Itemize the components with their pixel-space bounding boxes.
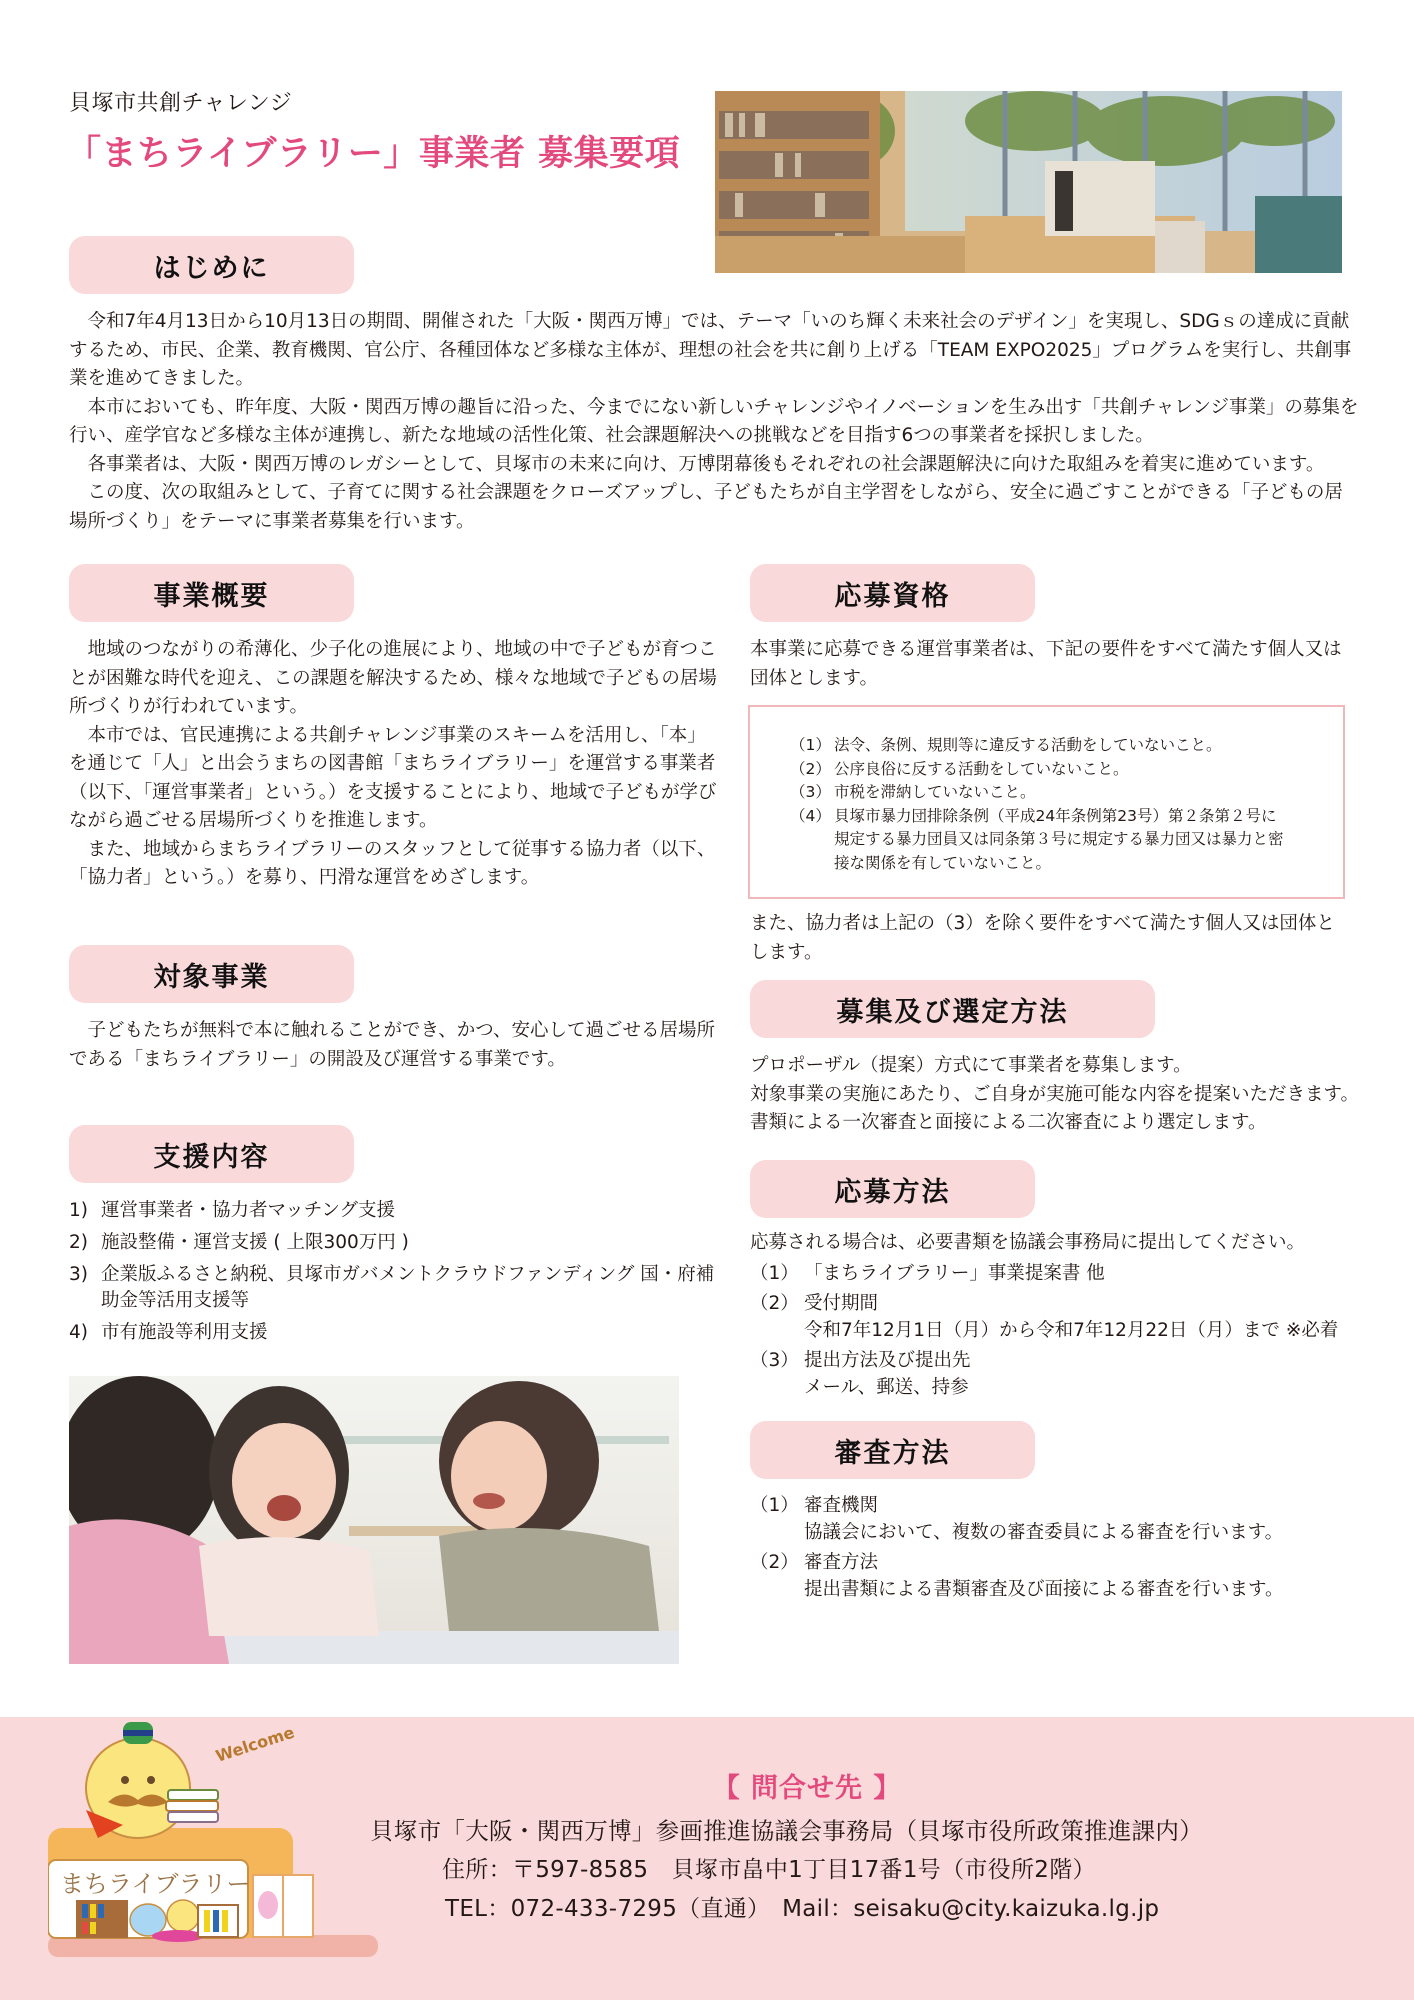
item-number: （1） — [750, 1495, 799, 1516]
item-text: 公序良俗に反する活動をしていないこと。 — [834, 759, 1129, 778]
item-number: （4） — [790, 806, 831, 825]
section-heading-overview: 事業概要 — [69, 564, 354, 622]
mascot-sign-text: まちライブラリー — [60, 1870, 251, 1898]
contact-tel-mail: TEL：072-433-7295（直通） Mail：seisaku@city.kaizuka.lg.jp — [445, 1896, 1160, 1922]
item-number: （1） — [790, 736, 831, 754]
machi-library-mascot-illustration — [48, 1710, 378, 1970]
eligibility-intro-text: 本事業に応募できる運営事業者は、下記の要件をすべて満たす個人又は団体とします。 — [750, 639, 1342, 689]
item-text: 施設整備・運営支援 ( 上限300万円 ) — [101, 1232, 409, 1253]
welcome-text: Welcome — [213, 1722, 297, 1766]
children-laughing-photo — [69, 1376, 679, 1664]
item-number: 1) — [69, 1200, 88, 1221]
application-item — [750, 1290, 1370, 1344]
item-text: 提出方法及び提出先 — [804, 1350, 971, 1371]
library-interior-photo — [715, 91, 1342, 273]
selection-line: 書類による一次審査と面接による二次審査により選定します。 — [750, 1112, 1267, 1133]
subtitle: 貝塚市共創チャレンジ — [69, 91, 293, 116]
section-heading-application: 応募方法 — [750, 1160, 1035, 1218]
contact-title: 【 問合せ先 】 — [712, 1773, 902, 1804]
eligibility-note-text: また、協力者は上記の（3）を除く要件をすべて満たす個人又は団体とします。 — [750, 913, 1335, 963]
item-number: （2） — [790, 759, 831, 778]
item-number: （3） — [750, 1350, 799, 1371]
item-text: 企業版ふるさと納税、貝塚市ガバメントクラウドファンディング — [101, 1264, 635, 1285]
overview-paragraph: 本市では、官民連携による共創チャレンジ事業のスキームを活用し、「本」を通じて「人」と出会うまちの図書館「まちライブラリー」を運営する事業者（以下、「運営事業者」という。）を支援することにより、地域で子どもが学びながら過ごせる居場所づくりを推進します。 — [69, 724, 717, 831]
item-text: 審査機関 — [804, 1495, 879, 1516]
section-heading-review: 審査方法 — [750, 1421, 1035, 1479]
eligibility-intro — [750, 636, 1360, 693]
requirement-item — [790, 805, 1290, 876]
item-text: 市税を滞納していないこと。 — [834, 783, 1036, 801]
review-list — [750, 1492, 1370, 1606]
application-item — [750, 1260, 1370, 1287]
item-number: （1） — [750, 1263, 799, 1284]
contact-office: 貝塚市「大阪・関西万博」参画推進協議会事務局（貝塚市役所政策推進課内） — [370, 1817, 1203, 1845]
item-text: 審査方法 — [804, 1552, 879, 1573]
requirements-box — [748, 705, 1345, 899]
item-subtext: 令和7年12月1日（月）から令和7年12月22日（月）まで ※必着 — [804, 1320, 1339, 1341]
requirement-item — [790, 781, 1290, 805]
selection-line: 対象事業の実施にあたり、ご自身が実施可能な内容を提案いただきます。 — [750, 1083, 1360, 1105]
eligibility-note — [750, 910, 1350, 967]
target-text — [69, 1017, 719, 1074]
item-subtext: 国・府補助金等活用支援等 — [101, 1264, 715, 1311]
overview-paragraph: また、地域からまちライブラリーのスタッフとして従事する協力者（以下、「協力者」という。）を募り、円滑な運営をめざします。 — [69, 838, 716, 888]
application-intro — [750, 1229, 1370, 1258]
intro-text — [69, 308, 1359, 536]
item-text: 貝塚市暴力団排除条例（平成24年条例第23号）第２条第２号に規定する暴力団員又は同条第３号に規定する暴力団又は暴力と密接な関係を有していないこと。 — [834, 806, 1284, 872]
item-number: （3） — [790, 783, 831, 801]
section-heading-support: 支援内容 — [69, 1125, 354, 1183]
review-item — [750, 1549, 1370, 1603]
overview-text — [69, 636, 719, 893]
requirements-list — [790, 734, 1290, 875]
item-text: 市有施設等利用支援 — [101, 1322, 268, 1343]
review-item — [750, 1492, 1370, 1546]
application-intro-text: 応募される場合は、必要書類を協議会事務局に提出してください。 — [750, 1232, 1306, 1253]
support-item — [69, 1262, 729, 1314]
item-subtext: 提出書類による書類審査及び面接による審査を行います。 — [804, 1579, 1284, 1600]
application-item — [750, 1347, 1370, 1401]
target-paragraph: 子どもたちが無料で本に触れることができ、かつ、安心して過ごせる居場所である「まちライブラリー」の開設及び運営する事業です。 — [69, 1020, 716, 1070]
support-item — [69, 1320, 729, 1346]
item-number: 3) — [69, 1264, 88, 1285]
item-text: 法令、条例、規則等に違反する活動をしていないこと。 — [834, 736, 1222, 754]
requirement-item — [790, 734, 1290, 758]
item-number: 2) — [69, 1232, 88, 1253]
section-heading-target: 対象事業 — [69, 945, 354, 1003]
intro-paragraph: 各事業者は、大阪・関西万博のレガシーとして、貝塚市の未来に向け、万博閉幕後もそれぞれの社会課題解決に向けた取組みを着実に進めています。 — [87, 453, 1325, 475]
section-heading-intro: はじめに — [69, 236, 354, 294]
support-item — [69, 1230, 729, 1256]
page-title: 「まちライブラリー」事業者 募集要項 — [66, 134, 681, 174]
selection-text — [750, 1052, 1370, 1138]
item-number: （2） — [750, 1293, 799, 1314]
item-text: 「まちライブラリー」事業提案書 他 — [804, 1263, 1105, 1284]
application-list — [750, 1260, 1370, 1404]
section-heading-eligibility: 応募資格 — [750, 564, 1035, 622]
section-heading-selection: 募集及び選定方法 — [750, 980, 1155, 1038]
item-number: （2） — [750, 1552, 799, 1573]
support-list — [69, 1198, 729, 1352]
support-item — [69, 1198, 729, 1224]
overview-paragraph: 地域のつながりの希薄化、少子化の進展により、地域の中で子どもが育つことが困難な時代を迎え、この課題を解決するため、様々な地域で子どもの居場所づくりが行われています。 — [69, 639, 717, 717]
item-subtext: 協議会において、複数の審査委員による審査を行います。 — [804, 1522, 1284, 1543]
item-subtext: メール、郵送、持参 — [804, 1377, 969, 1398]
intro-paragraph: この度、次の取組みとして、子育てに関する社会課題をクローズアップし、子どもたちが自主学習をしながら、安全に過ごすことができる「子どもの居場所づくり」をテーマに事業者募集を行います。 — [69, 482, 1343, 532]
item-number: 4) — [69, 1322, 88, 1343]
selection-line: プロポーザル（提案）方式にて事業者を募集します。 — [750, 1055, 1192, 1076]
item-text: 受付期間 — [804, 1293, 879, 1314]
contact-address: 住所：〒597-8585 貝塚市畠中1丁目17番1号（市役所2階） — [442, 1857, 1096, 1883]
requirement-item — [790, 758, 1290, 782]
intro-paragraph: 令和7年4月13日から10月13日の期間、開催された「大阪・関西万博」では、テーマ「いのち輝く未来社会のデザイン」を実現し、SDGｓの達成に貢献するため、市民、企業、教育機関、官公庁、各種団体など多様な主体が、理想の社会を共に創り上げる「TEAM EXPO2025」プログラムを実行し、共創事業を進めてきました。 — [69, 311, 1352, 389]
intro-paragraph: 本市においても、昨年度、大阪・関西万博の趣旨に沿った、今までにない新しいチャレンジやイノベーションを生み出す「共創チャレンジ事業」の募集を行い、産学官など多様な主体が連携し、新たな地域の活性化策、社会課題解決への挑戦などを目指す6つの事業者を採択しました。 — [69, 396, 1359, 446]
item-text: 運営事業者・協力者マッチング支援 — [101, 1200, 395, 1221]
